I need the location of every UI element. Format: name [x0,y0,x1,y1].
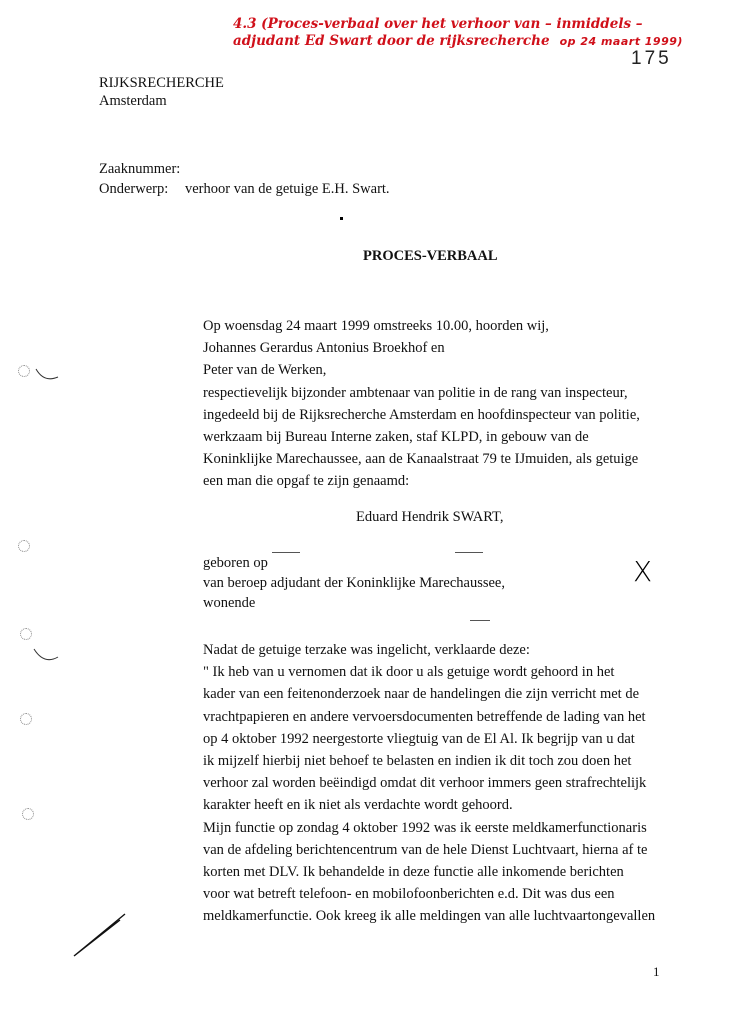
intro-line: Op woensdag 24 maart 1999 omstreeks 10.00, hoorden wij, [203,318,549,334]
intro-line: respectievelijk bijzonder ambtenaar van politie in de rang van inspecteur, [203,384,628,401]
organisation-name: RIJKSRECHERCHE [99,75,224,91]
pen-stroke-icon [70,910,130,960]
punch-hole-icon [20,628,32,640]
redaction-mark [455,552,483,553]
intro-line: Johannes Gerardus Antonius Broekhof en [203,340,445,357]
pen-stroke-icon [32,645,60,667]
pen-stroke-icon [34,365,60,385]
intro-line: Koninklijke Marechaussee, aan de Kanaalstraat 79 te IJmuiden, als getuige [203,451,639,468]
punch-hole-icon [18,540,30,552]
punch-hole-icon [22,808,34,820]
intro-paragraph [203,315,640,493]
statement-paragraph [203,639,655,928]
red-annotation [233,16,683,50]
annotation-line-2 [233,33,683,50]
statement-line: meldkamerfunctie. Ook kreeg ik alle meldingen van alle luchtvaartongevallen [203,908,656,925]
footer-page-number: 1 [653,964,660,979]
organisation-city: Amsterdam [99,93,167,109]
subject-value: verhoor van de getuige E.H. Swart. [185,181,390,197]
statement-line: Mijn functie op zondag 4 oktober 1992 was ik eerste meldkamerfunctionaris [203,819,647,836]
intro-line: Peter van de Werken, [203,362,327,379]
page-stamp-number: 175 [631,48,672,69]
punch-hole-icon [18,365,30,377]
statement-line: verhoor zal worden beëindigd omdat dit verhoor immers geen strafrechtelijk [203,775,647,792]
annotation-handwritten-date: op 24 maart 1999) [559,35,683,48]
case-number-label: Zaaknummer: [99,161,181,177]
punch-hole-icon [20,713,32,725]
statement-line: karakter heeft en ik niet als verdachte wordt gehoord. [203,797,513,814]
witness-name: Eduard Hendrik SWART, [356,509,504,525]
birth-line: geboren op [203,555,268,571]
statement-line: vrachtpapieren en andere vervoersdocumenten betreffende de lading van het [203,708,646,725]
intro-line: ingedeeld bij de Rijksrecherche Amsterdam en hoofdinspecteur van politie, [203,406,640,423]
annotation-line-1: 4.3 (Proces-verbaal over het verhoor van – inmiddels – [233,16,643,32]
statement-line: ik mijzelf hierbij niet behoef te belasten en indien ik dit toch zou doen het [203,753,632,770]
redaction-mark [470,620,490,621]
subject-label: Onderwerp: [99,181,169,197]
residence-line: wonende [203,595,256,611]
intro-line: werkzaam bij Bureau Interne zaken, staf KLPD, in gebouw van de [203,429,589,446]
annotation-line-2-text: adjudant Ed Swart door de rijksrecherche [233,33,550,49]
profession-line: van beroep adjudant der Koninklijke Marechaussee, [203,575,505,591]
statement-line: korten met DLV. Ik behandelde in deze functie alle inkomende berichten [203,864,624,881]
scan-speck [340,217,343,220]
handwritten-x-mark: X [633,555,653,588]
statement-line: Nadat de getuige terzake was ingelicht, verklaarde deze: [203,642,530,658]
statement-line: " Ik heb van u vernomen dat ik door u als getuige wordt gehoord in het [203,664,615,681]
statement-line: op 4 oktober 1992 neergestorte vliegtuig van de El Al. Ik begrijp van u dat [203,730,635,747]
witness-details [203,553,505,613]
statement-line: van de afdeling berichtencentrum van de hele Dienst Luchtvaart, hierna af te [203,841,648,858]
document-title: PROCES-VERBAAL [363,248,498,264]
intro-line: een man die opgaf te zijn genaamd: [203,473,410,490]
redaction-mark [272,552,300,553]
statement-line: voor wat betreft telefoon- en mobilofoonberichten e.d. Dit was dus een [203,886,615,903]
statement-line: kader van een feitenonderzoek naar de handelingen die zijn verricht met de [203,686,639,703]
